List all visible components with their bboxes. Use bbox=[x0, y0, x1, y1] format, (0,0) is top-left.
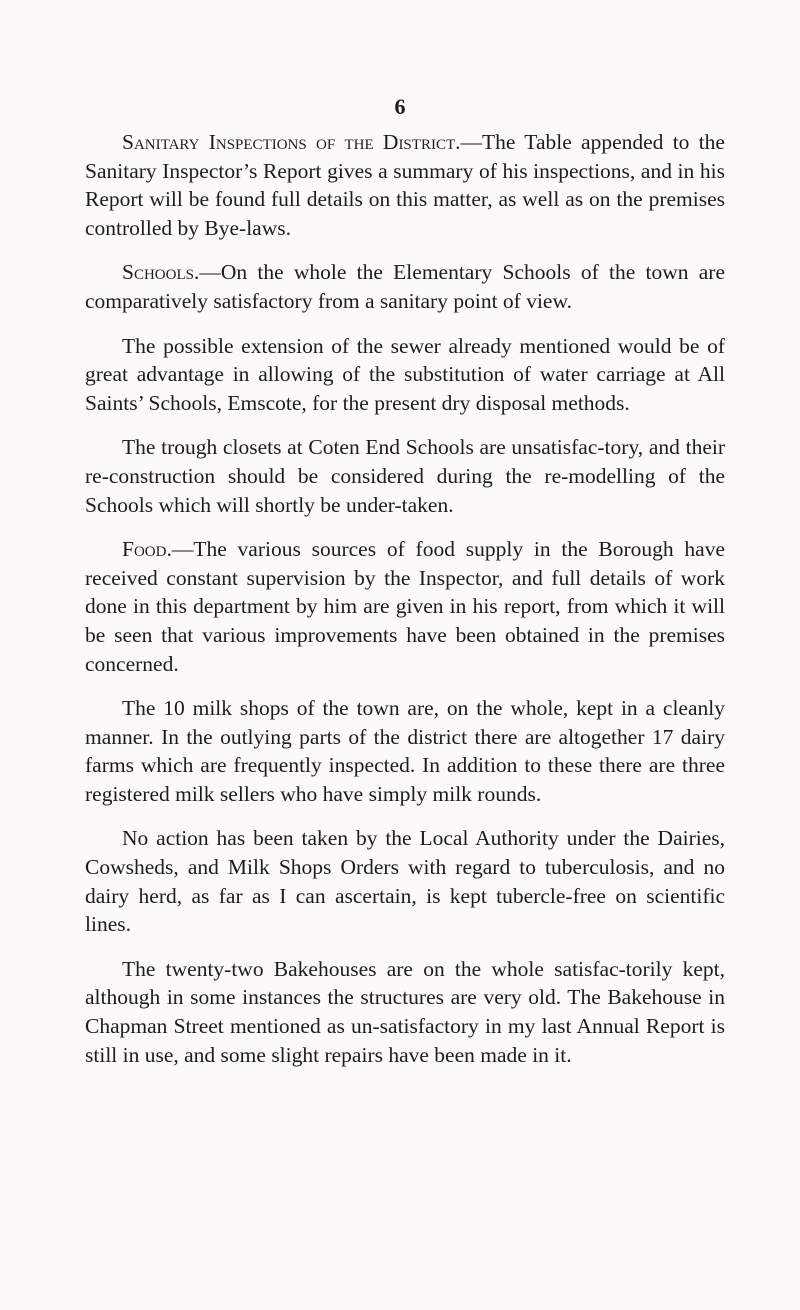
paragraph-tuberculosis bbox=[85, 824, 725, 938]
heading-schools: Schools. bbox=[122, 260, 200, 285]
document-body bbox=[85, 128, 725, 1085]
paragraph-text: The 10 milk shops of the town are, on the whole, kept in a cleanly manner. In the outlying parts of the district there are altogether 17 dairy farms which are frequently inspected. In addition to these there are three registered milk sellers who have simply milk rounds. bbox=[85, 696, 725, 806]
paragraph-milk-shops bbox=[85, 694, 725, 808]
paragraph-schools bbox=[85, 258, 725, 315]
heading-sanitary-inspections: Sanitary Inspections of the District. bbox=[122, 130, 461, 154]
page-number: 6 bbox=[394, 94, 406, 119]
paragraph-sanitary-inspections bbox=[85, 128, 725, 242]
paragraph-text: The possible extension of the sewer already mentioned would be of great advantage in allowing of the substitution of water carriage at All Saints’ Schools, Emscote, for the present dry disposal methods. bbox=[85, 333, 725, 415]
paragraph-trough-closets bbox=[85, 433, 725, 519]
paragraph-text: —The Table appended to the Sanitary Inspector’s Report gives a summary of his inspections, and in his Report will be found full details on this matter, as well as on the premises controlled by Bye-laws. bbox=[85, 130, 725, 240]
paragraph-text: The trough closets at Coten End Schools are unsatisfac-tory, and their re-construction should be considered during the re-modelling of the Schools which will shortly be under-taken. bbox=[85, 435, 725, 517]
paragraph-text: —The various sources of food supply in the Borough have received constant supervision by the Inspector, and full details of work done in this department by him are given in his report, from which it will be seen that various improvements have been obtained in the premises concerned. bbox=[85, 537, 725, 676]
paragraph-text: The twenty-two Bakehouses are on the whole satisfac-torily kept, although in some instances the structures are very old. The Bakehouse in Chapman Street mentioned as un-satisfactory in my last Annual Report is still in use, and some slight repairs have been made in it. bbox=[85, 956, 725, 1067]
paragraph-food bbox=[85, 535, 725, 678]
paragraph-bakehouses bbox=[85, 955, 725, 1069]
paragraph-sewer-extension bbox=[85, 332, 725, 418]
heading-food: Food. bbox=[122, 537, 172, 562]
paragraph-text: No action has been taken by the Local Authority under the Dairies, Cowsheds, and Milk Shops Orders with regard to tuberculosis, and no dairy herd, as far as I can ascertain, is kept tubercle-free on scientific lines. bbox=[85, 826, 725, 937]
paragraph-text: —On the whole the Elementary Schools of the town are comparatively satisfactory from a sanitary point of view. bbox=[85, 260, 725, 313]
